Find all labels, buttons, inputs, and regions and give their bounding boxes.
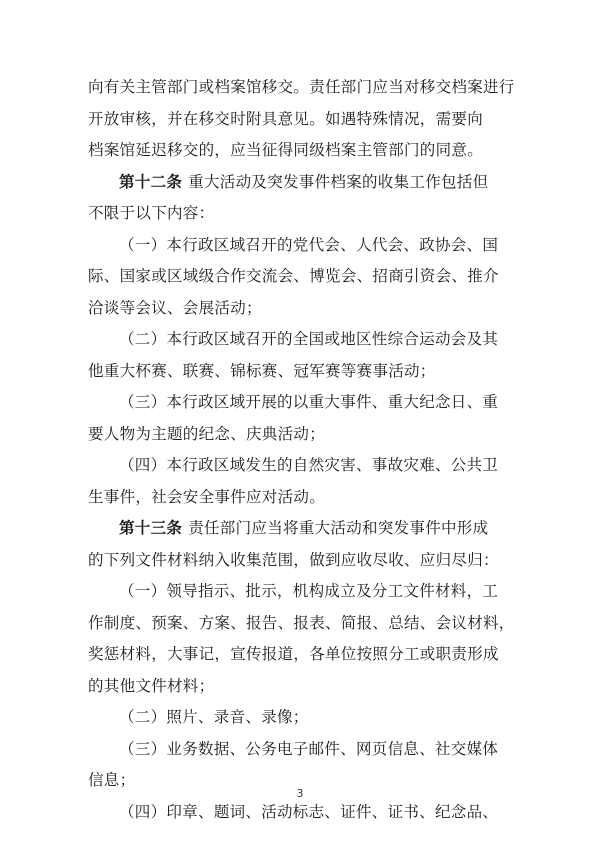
line-text: 责任部门应当将重大活动和突发事件中形成 [188, 519, 489, 537]
text-line [88, 576, 520, 608]
line-text: 的其他文件材料； [88, 676, 215, 695]
text-line [88, 671, 520, 703]
text-line [88, 324, 520, 356]
text-line [88, 261, 520, 293]
text-line [88, 545, 520, 577]
text-line [88, 482, 520, 514]
text-line [88, 450, 520, 482]
line-text: （四）印章、题词、活动标志、证件、证书、纪念品、 [119, 802, 499, 821]
line-text: （一）领导指示、批示，机构成立及分工文件材料，工 [119, 582, 499, 600]
line-text: 生事件，社会安全事件应对活动。 [88, 487, 326, 506]
line-text: 信息； [88, 771, 136, 789]
document-body [88, 72, 520, 828]
line-text: （三）本行政区域开展的以重大事件、重大纪念日、重 [119, 393, 499, 411]
line-text: 作制度、预案、方案、报告、报表、简报、总结、会议材料， [88, 613, 515, 632]
line-text: 洽谈等会议、会展活动； [88, 298, 262, 317]
line-text: （一）本行政区域召开的党代会、人代会、政协会、国 [119, 235, 499, 254]
text-line [88, 419, 520, 451]
line-text: （四）本行政区域发生的自然灾害、事故灾难、公共卫 [119, 456, 499, 474]
article-heading: 第十二条 [119, 172, 183, 191]
line-text: （二）本行政区域召开的全国或地区性综合运动会及其 [119, 330, 499, 348]
text-line [88, 293, 520, 325]
line-text: 要人物为主题的纪念、庆典活动； [88, 424, 326, 443]
text-line [88, 356, 520, 388]
line-text: 的下列文件材料纳入收集范围，做到应收尽收、应归尽归： [88, 550, 499, 569]
line-text: （二）照片、录音、录像； [119, 708, 309, 726]
article-heading: 第十三条 [119, 519, 183, 537]
text-line [88, 104, 520, 136]
page-number: 3 [296, 787, 304, 800]
text-line [88, 702, 520, 734]
line-text: 奖惩材料，大事记，宣传报道，各单位按照分工或职责形成 [88, 645, 499, 663]
text-line [88, 734, 520, 766]
line-text: 档案馆延迟移交的，应当征得同级档案主管部门的同意。 [88, 141, 484, 159]
text-line [88, 230, 520, 262]
text-line [88, 198, 520, 230]
text-line [88, 135, 520, 167]
text-line [88, 639, 520, 671]
line-text: （三）业务数据、公务电子邮件、网页信息、社交媒体 [119, 739, 499, 758]
line-text: 他重大杯赛、联赛、锦标赛、冠军赛等赛事活动； [88, 361, 436, 380]
text-line [88, 167, 520, 199]
text-line [88, 608, 520, 640]
text-line [88, 513, 520, 545]
text-line [88, 72, 520, 104]
line-text: 开放审核，并在移交时附具意见。如遇特殊情况，需要向 [88, 109, 484, 128]
line-text: 重大活动及突发事件档案的收集工作包括但 [188, 172, 489, 191]
line-text: 不限于以下内容： [88, 204, 215, 222]
line-text: 向有关主管部门或档案馆移交。责任部门应当对移交档案进行 [88, 78, 515, 96]
text-line [88, 797, 520, 829]
line-text: 际、国家或区域级合作交流会、博览会、招商引资会、推介 [88, 267, 499, 285]
text-line [88, 387, 520, 419]
